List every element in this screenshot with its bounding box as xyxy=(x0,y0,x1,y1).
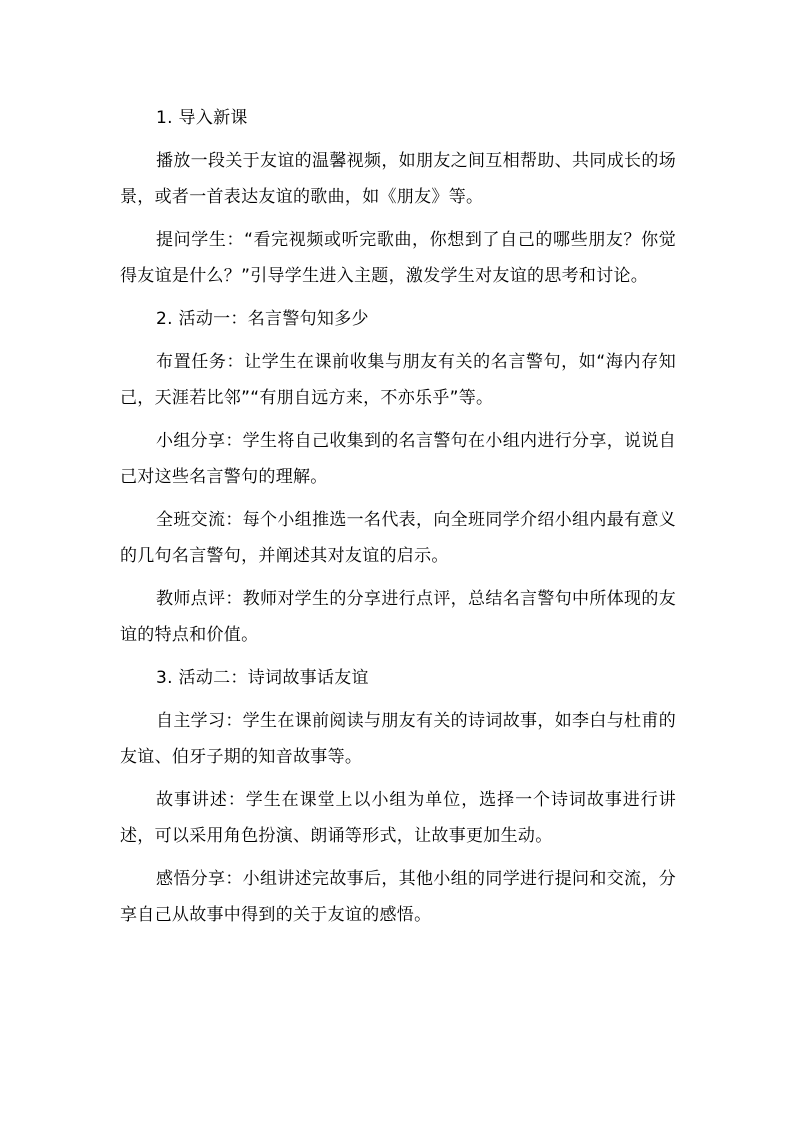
section-heading-3: 3. 活动二：诗词故事话友谊 xyxy=(156,668,369,688)
paragraph: 布置任务：让学生在课前收集与朋友有关的名言警句，如“海内存知己，天涯若比邻”“有朋自远方来，不亦乐乎”等。 xyxy=(120,352,676,408)
paragraph: 提问学生：“看完视频或听完歌曲，你想到了自己的哪些朋友？你觉得友谊是什么？”引导学生进入主题，激发学生对友谊的思考和讨论。 xyxy=(120,230,676,286)
paragraph: 播放一段关于友谊的温馨视频，如朋友之间互相帮助、共同成长的场景，或者一首表达友谊的歌曲，如《朋友》等。 xyxy=(120,151,676,207)
paragraph: 教师点评：教师对学生的分享进行点评，总结名言警句中所体现的友谊的特点和价值。 xyxy=(120,589,676,645)
paragraph: 小组分享：学生将自己收集到的名言警句在小组内进行分享，说说自己对这些名言警句的理解。 xyxy=(120,431,676,487)
paragraph: 全班交流：每个小组推选一名代表，向全班同学介绍小组内最有意义的几句名言警句，并阐述其对友谊的启示。 xyxy=(120,510,676,566)
paragraph: 感悟分享：小组讲述完故事后，其他小组的同学进行提问和交流，分享自己从故事中得到的关于友谊的感悟。 xyxy=(120,869,676,925)
paragraph: 自主学习：学生在课前阅读与朋友有关的诗词故事，如李白与杜甫的友谊、伯牙子期的知音故事等。 xyxy=(120,711,676,767)
paragraph: 故事讲述：学生在课堂上以小组为单位，选择一个诗词故事进行讲述，可以采用角色扮演、朗诵等形式，让故事更加生动。 xyxy=(120,790,676,846)
section-heading-2: 2. 活动一：名言警句知多少 xyxy=(156,309,369,329)
section-heading-1: 1. 导入新课 xyxy=(156,108,248,128)
document-body xyxy=(120,100,676,940)
